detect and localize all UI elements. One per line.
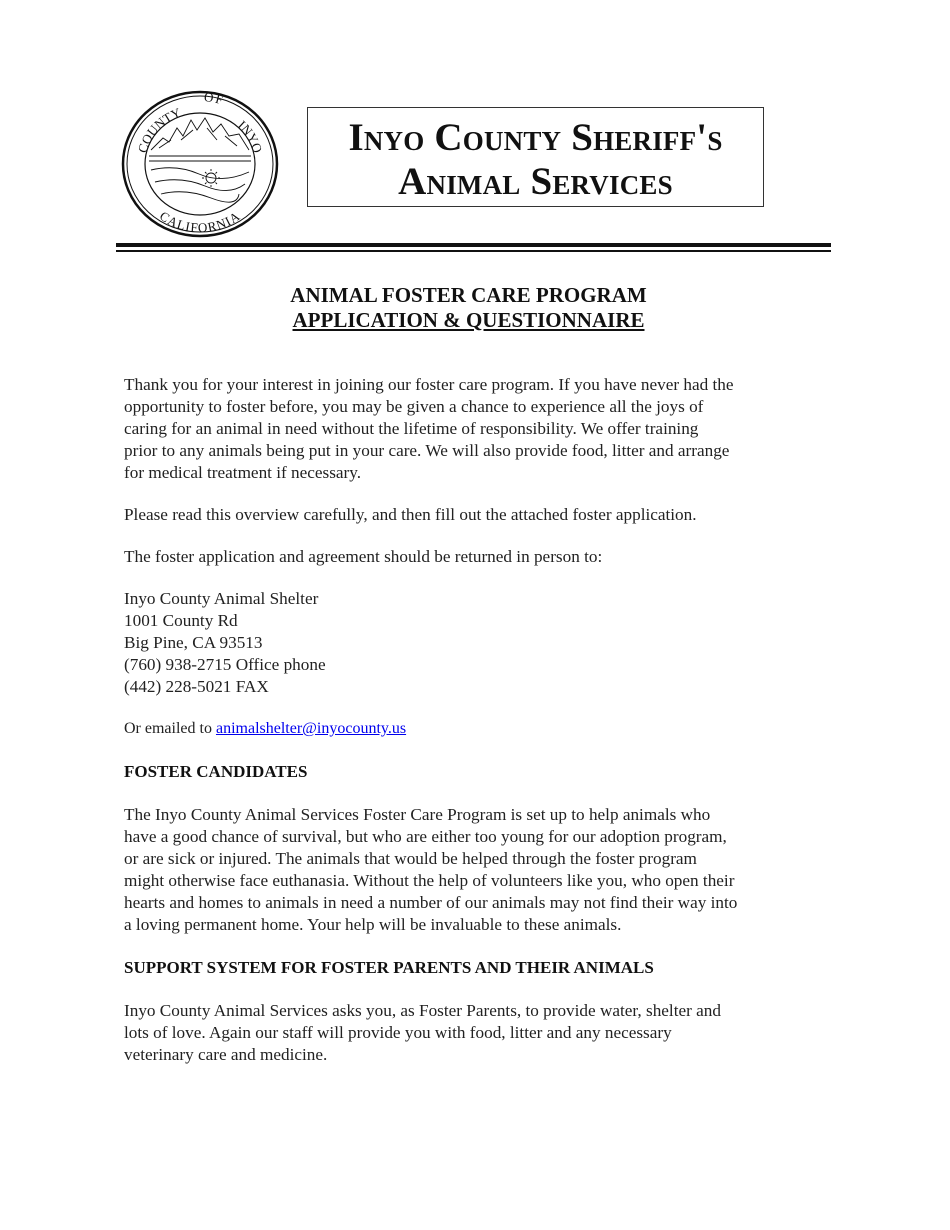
address-phone: (760) 938-2715 Office phone [124,655,326,674]
section2-line: Inyo County Animal Services asks you, as Foster Parents, to provide water, shelter and [124,1001,721,1020]
mountain-landscape-icon [149,118,251,202]
section2-line: lots of love. Again our staff will provide you with food, litter and any necessary [124,1023,672,1042]
email-line [124,718,804,740]
address-city: Big Pine, CA 93513 [124,633,263,652]
address-name: Inyo County Animal Shelter [124,589,319,608]
header-divider-thin [116,250,831,252]
section1-line: The Inyo County Animal Services Foster Care Program is set up to help animals who [124,805,711,824]
email-prefix: Or emailed to [124,720,216,737]
document-heading-line2: APPLICATION & QUESTIONNAIRE [292,308,645,332]
document-heading-line1: ANIMAL FOSTER CARE PROGRAM [290,283,647,307]
email-link[interactable]: animalshelter@inyocounty.us [215,720,407,737]
section1-line: or are sick or injured. The animals that would be helped through the foster program [124,849,697,868]
intro-line: opportunity to foster before, you may be given a chance to experience all the joys of [124,397,704,416]
section1-line: a loving permanent home. Your help will be invaluable to these animals. [124,915,622,934]
document-heading [116,283,821,333]
county-seal-logo [121,90,279,238]
intro-paragraph [124,374,804,484]
foster-candidates-paragraph [124,804,804,936]
address-fax: (442) 228-5021 FAX [124,677,269,696]
seal-top-text: COUNTY OF INYO [134,90,266,155]
return-instructions-text: The foster application and agreement should be returned in person to: [124,547,603,566]
section1-line: have a good chance of survival, but who are either too young for our adoption program, [124,827,727,846]
address-street: 1001 County Rd [124,611,238,630]
section-title-foster-candidates: FOSTER CANDIDATES [124,762,308,781]
intro-line: caring for an animal in need without the lifetime of responsibility. We offer training [124,419,699,438]
support-system-paragraph [124,1000,804,1066]
seal-bottom-text: CALIFORNIA [156,208,244,236]
agency-title-box [307,107,764,207]
section2-line: veterinary care and medicine. [124,1045,328,1064]
document-body [124,374,804,1086]
section-title-support-system: SUPPORT SYSTEM FOR FOSTER PARENTS AND THEIR ANIMALS [124,958,654,977]
shelter-address [124,588,804,698]
intro-line: for medical treatment if necessary. [124,463,362,482]
header-divider-thick [116,243,831,247]
intro-line: prior to any animals being put in your care. We will also provide food, litter and arrange [124,441,730,460]
section1-line: hearts and homes to animals in need a number of our animals may not find their way into [124,893,738,912]
read-overview-text: Please read this overview carefully, and then fill out the attached foster application. [124,505,697,524]
agency-title-line1: Inyo County Sheriff's [348,116,723,159]
agency-title-line2: Animal Services [398,160,673,203]
section1-line: might otherwise face euthanasia. Without the help of volunteers like you, who open their [124,871,735,890]
intro-line: Thank you for your interest in joining our foster care program. If you have never had the [124,375,734,394]
